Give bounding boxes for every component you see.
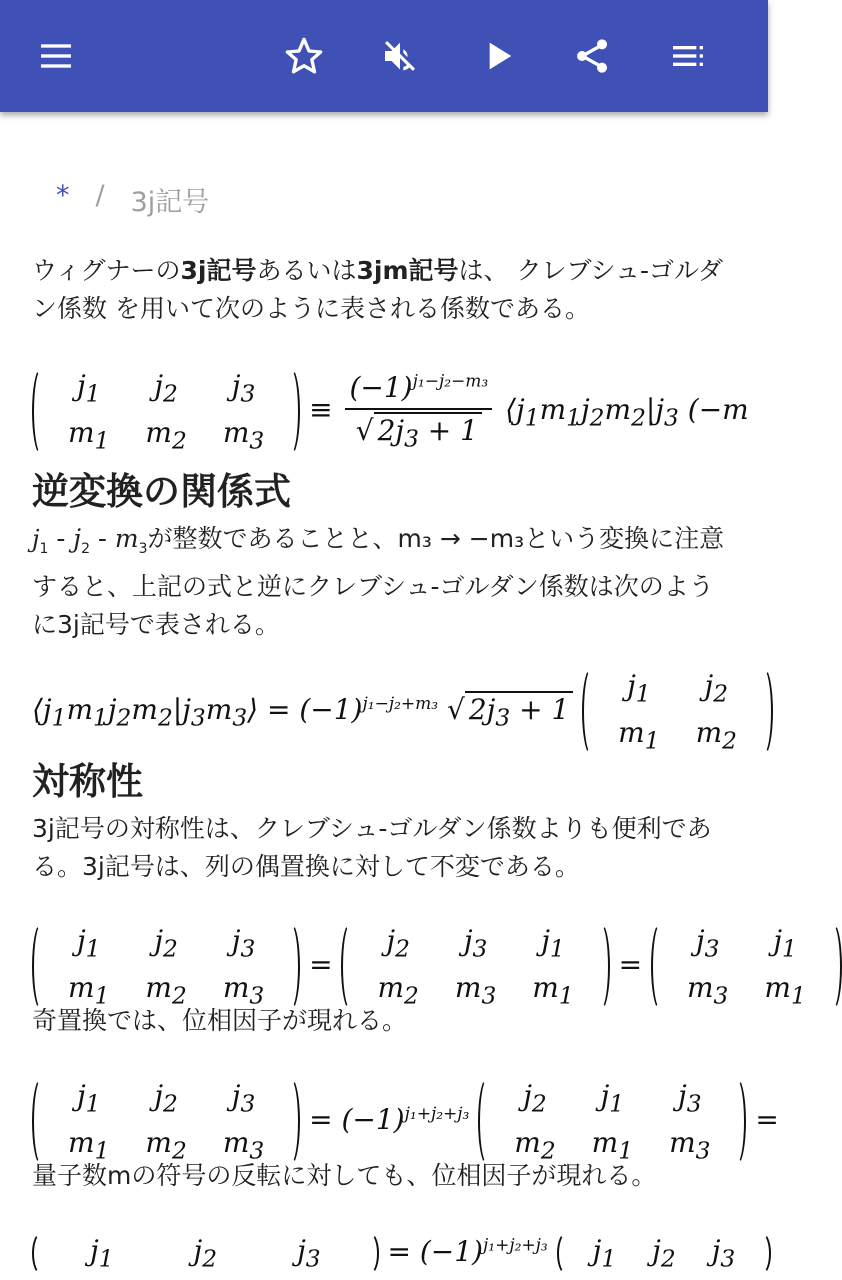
star-outline-icon[interactable] [272, 24, 336, 88]
section-heading-inverse: 逆変換の関係式 [32, 470, 291, 513]
equation-inverse: $⟨j_1m_1j_2m_2|j_3m_3⟩ = (-1)^{j_1-j_2+m_3}$ √ $2j_3 + 1$ $j_1$ $j_2$ $m_1$ $m_2$ [32, 665, 773, 758]
breadcrumb-current: 3j記号 [130, 187, 210, 218]
equation-sign-reversal: $j_1$ $j_2$ $j_3$ = $(-1)^{j_1+j_2+j_3}$ $j_1$ $j_2$ $j_3$ [32, 1230, 771, 1277]
equation-definition: $j_1$ $j_2$ $j_3$ $m_1$ $m_2$ $m_3$ ≡ $\frac{(-1)^{j_1-j_2-m_3}}{√ 2j_3 + 1}$ $⟨j_1m_1j_2m_2|j_3$ (−m [32, 365, 749, 458]
play-icon[interactable] [466, 24, 530, 88]
article-body [32, 252, 768, 328]
breadcrumb-home[interactable]: * [56, 180, 70, 211]
list-icon[interactable] [656, 24, 720, 88]
equation-odd-permutation: $j_1$ $j_2$ $j_3$ $m_1$ $m_2$ $m_3$ = $(-1)^{j_1+j_2+j_3}$ $j_2$ $j_1$ $j_3$ $m_2$ $m_1$ $m_3$ = [32, 1075, 779, 1168]
odd-permutation-text: 奇置換では、位相因子が現れる。 [32, 1006, 408, 1035]
equation-even-permutation: $j_1$ $j_2$ $j_3$ $m_1$ $m_2$ $m_3$ = $j_2$ $j_3$ $j_1$ $m_2$ $m_3$ $m_1$ = $j_3$ $j_1$ $m_3$ $m_1$ [32, 920, 842, 1013]
menu-icon[interactable] [24, 24, 88, 88]
breadcrumb-separator: / [95, 180, 105, 211]
share-icon[interactable] [560, 24, 624, 88]
section-symmetry-text: 3j記号の対称性は、クレブシュ-ゴルダン係数よりも便利である。3j記号は、列の偶置換に対して不変である。 [32, 814, 712, 881]
intro-paragraph: ウィグナーの3j記号あるいは3jm記号は、 クレブシュ-ゴルダン係数 を用いて次のように表される係数である。 [32, 256, 723, 323]
section-inverse-text: $j_1 - j_2 - m_3$が整数であることと、m₃ → −m₃という変換に注意すると、上記の式と逆にクレブシュ-ゴルダン係数は次のように3j記号で表される。 [32, 524, 725, 639]
volume-off-icon[interactable] [368, 24, 432, 88]
app-bar [0, 0, 768, 112]
breadcrumb [56, 180, 209, 219]
sign-reversal-text: 量子数mの符号の反転に対しても、位相因子が現れる。 [32, 1161, 657, 1190]
section-heading-symmetry: 対称性 [32, 760, 143, 803]
